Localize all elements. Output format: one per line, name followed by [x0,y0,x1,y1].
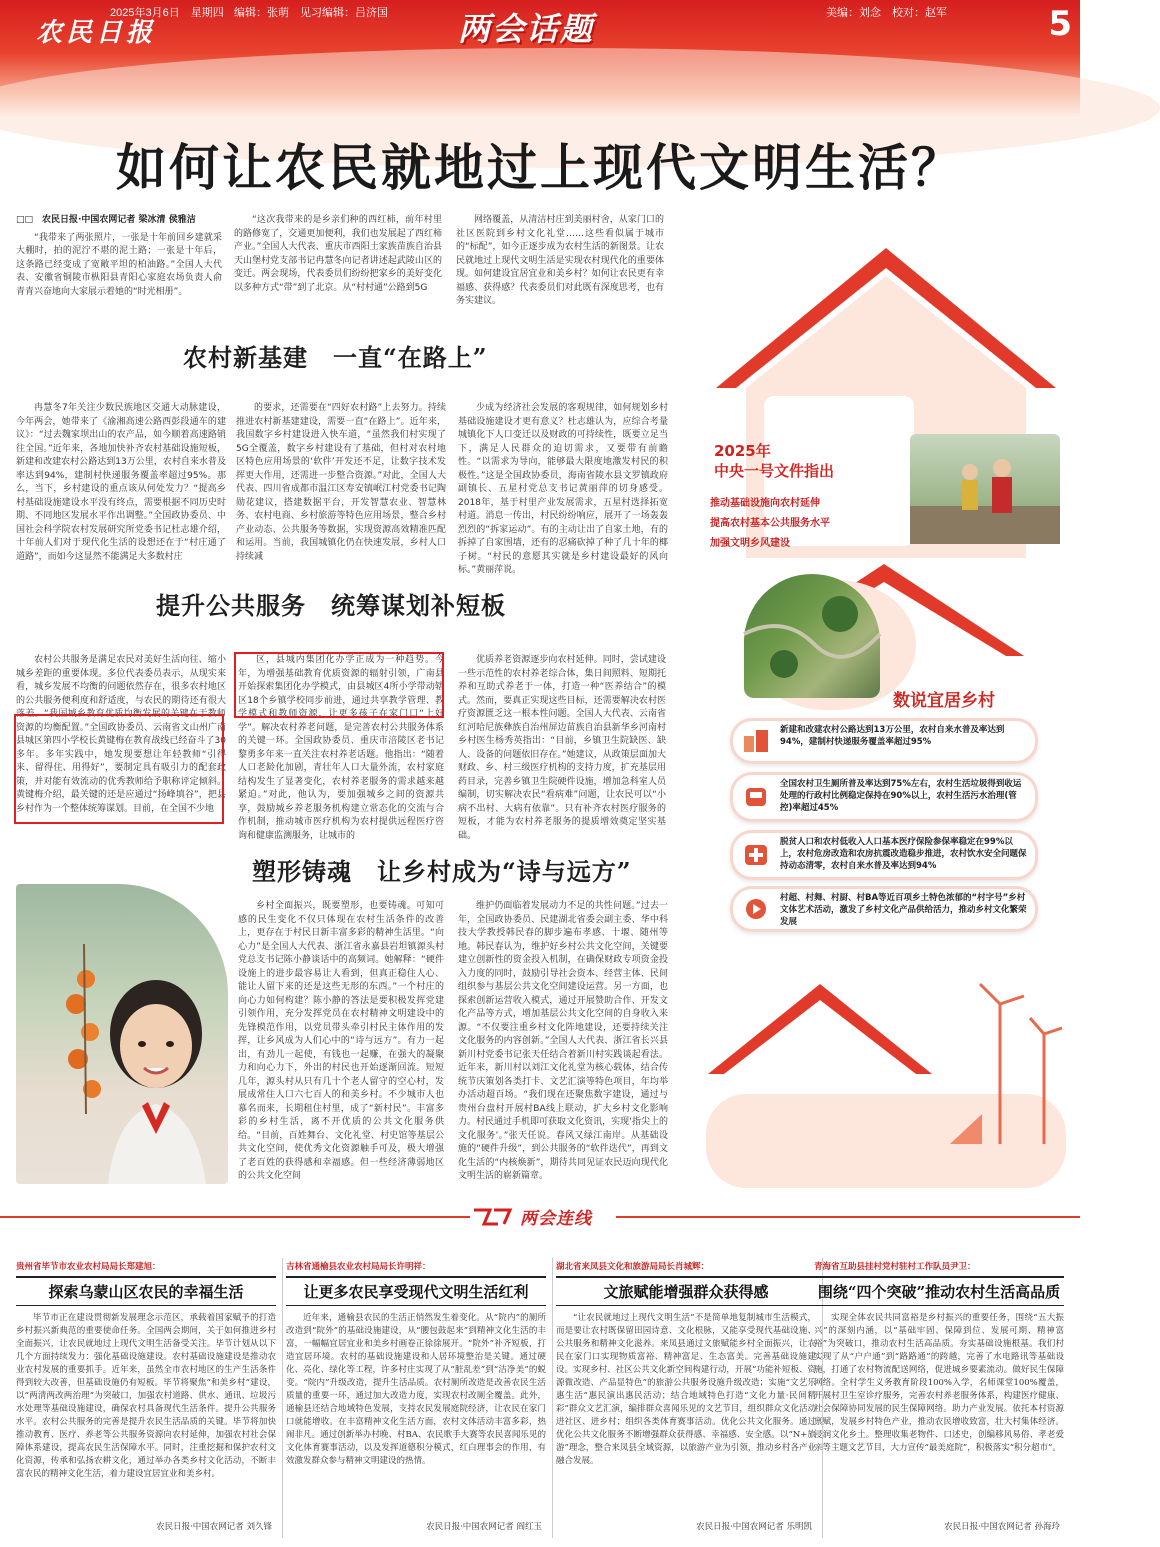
section2-column-2 [238,654,444,841]
green-village-aerial-photo [744,574,880,698]
toilet-icon [742,784,770,810]
stat-card-culture [730,886,1038,932]
doc-point-1: 推动基础设施向农村延伸 [710,498,820,509]
connect-line-left [0,1216,470,1218]
section3-heading: 塑形铸魂 让乡村成为“诗与远方” [252,857,632,886]
bottom-source-4: 青海省互助县挂村党村驻村工作队员尹卫： [814,1262,976,1272]
bottom-body-3: “让农民就地过上现代文明生活”不是简单地复制城市生活模式，而是要让农村既保留田园诗意、文化根脉，又能享受现代基础设施、公共服务和精神文化滋养。来凤县通过文旅赋能乡村全面振兴，让农民在家门口实现物质富裕、精神富足、生态富美。完善基础设施建设。实现乡村、社区公共文化新空间构建行动，开展“功能补短板、资源微改造、产品显特色”的旅游公共服务设施升级改造；实施“文艺乐惠生活”惠民演出惠民活动；结合地域特色打造“文化力量·民间精彩”群众文艺汇演，编排群众喜闻乐见的文艺节目，组织群众文化活动进社区、进乡村；组织各类体育赛事活动。优化公共文化服务。通过优化公共文化服务不断增强群众获得感、幸福感、安全感。以“N+旅游”理念，整合来凤县全域资源，以旅游产业为引领，推动乡村各产业融合发展。 [556,1313,816,1466]
intro-text-2: “这次我带来的是乡亲们种的西红柿，前年村里的路修宽了，交通更加便利，我们也发展起了西红柿产业。”全国人大代表、重庆市西阳土家族苗族自治县天山堡村党支部书记冉慧冬向记者讲述起武陵山区的变迁。两会现场，代表委员们纷纷把家乡的美好变化以多种方式“带”到了北京。从“村村通”公路到5G [234,215,442,293]
section2-text-2: 区，县城内集团化办学正成为一种趋势。今年，为增强基础教育优质资源的辐射引领，广南县开始探索集团化办学模式，由县城区4所小学带动辖区18个乡镇学校同步前进，通过共享教学管理、教学模式和教师资源，让更多孩子在家门口“上好学”。解决农村养老问题，是完善农村公共服务体系的关键一环。全国政协委员、重庆市涪陵区老书记黎勇多年来一直关注农村养老话题。他指出：“随着人口老龄化加剧，青壮年人口大量外流，农村家庭结构发生了显著变化，农村养老服务的需求越来越紧迫。”对此，他认为，要加强城乡之间的资源共享，鼓励城乡养老服务机构建立常态化的交流与合作机制，推动城市医疗机构为农村提供远程医疗咨询和健康监测服务，让城市的 [238,655,444,841]
connect-line-right [616,1216,1080,1218]
stat-card-medical [730,830,1038,880]
house-frame-3 [700,944,1080,1194]
bottom-article-4 [814,1260,1064,1540]
bottom-title-3: 文旅赋能增强群众获得感 [556,1276,816,1306]
bottom-source-3: 湖北省来凤县文化和旅游局局长肖城辉： [556,1262,710,1272]
bottom-body-2: 近年来，通榆县农民的生活正悄然发生着变化。从“院内”的厕所改造到“院外”的基础设施建设，从“腰包鼓起来”到精神文化生活的丰富，一幅幅宜居宜业和美乡村画卷正徐徐展开。“院外”补齐短板，打造宜居环境。农村的基础设施建设和人居环境整治是关键。通过硬化、亮化、绿化等工程，许多村庄实现了从“脏乱差”到“洁净美”的蜕变。“院内”升级改造，提升生活品质。农村厕所改造是改善农民生活质量的重要一环，通过加大改造力度，实现农村改厕全覆盖。此外，通榆县还结合地域特色发展，支持农民发展庭院经济，让农民在家门口就能增收。在丰富精神文化生活方面，农村文体活动丰富多彩，热闹非凡。通过创新举办村晚、村BA、农民歌手大赛等农民喜闻乐见的文化体育赛事活动，以及发挥道德积分模式，红白理事会的作用，有效激发群众参与精神文明建设的热情。 [286,1313,546,1466]
village-family-photo [910,434,1060,544]
section1-column-2 [236,402,446,566]
stat-text-4: 村超、村舞、村厨、村BA等近百项乡土特色浓郁的“村字号”乡村文体艺术活动，激发了乡村文化产品供给活力，推动乡村文化繁荣发展 [780,893,1027,927]
section2-text-1: 农村公共服务是满足农民对美好生活向往、缩小城乡差距的重要体现。多位代表委员表示，从现实来看，城乡发展不均衡的问题依然存在，很多农村地区的公共服务便利度和舒适度，与农民的期待还有很大落差。“我国城乡教育优质均衡发展的关键在于教师资源的均衡配置。”全国政协委员、云南省文山州广南县城区第四小学校长黄键梅在教育战线已经奋斗了30多年。多年实践中，她发现要想让年轻教师“引得来、留得住、用得好”，要制定具有吸引力的配套政策，并对能有效流动的优秀教师给予职称评定倾斜。黄键梅介绍，最关键的还是应通过“扬峰填谷”，把县乡村作为一个整体统筹谋划。目前，在全国不少地 [16,655,226,814]
bottom-source-2: 吉林省通榆县农业农村局局长许明祥： [286,1262,431,1272]
bottom-body-2-wrap [286,1312,546,1526]
intro-text-3: 网络覆盖，从清洁村庄到美丽村舍，从家门口的社区医院到乡村文化礼堂……这些看似属于城市的“标配”，如今正逐步成为农村生活的新图景。让农民就地过上现代文明生活是实现农村现代化的重要体现。如何建设宜居宜业和美乡村？如何让农民更有幸福感、获得感？代表委员们对此既有深度思考，也有务实建议。 [456,215,664,306]
medical-icon [742,842,770,868]
section2-heading: 提升公共服务 统筹谋划补短板 [156,591,506,620]
girl-photo-illustration [16,884,228,1184]
section1-column-3 [458,402,668,575]
bottom-body-1: 毕节市正在建设贯彻新发展理念示范区，承载着国家赋予的打造乡村振兴新典范的重要使命任务。全国两会期间，关于如何推进乡村全面振兴，让农民就地过上现代文明生活备受关注。毕节计划从以下几个方面持续发力：强化基础设施建设。农村基础设施建设是推动农业农村发展的重要抓手。近年来，虽然全市农村地区的生产生活条件得到较大改善，但基础设施仍有短板。毕节将聚焦“和美乡村”建设，以“两清两改两治理”为突破口，加强农村道路、供水、通讯、垃圾污水处理等基础设施建设，确保农村具备现代生活条件。提升公共服务水平。农村公共服务的完善是提升农民生活品质的关键。毕节将加快推动教育、医疗、养老等公共服务资源向农村延伸，加强农村社会保障体系建设，提高农民生活保障水平。同时，注重挖掘和保护农村文化资源，传承和弘扬农耕文化，通过举办各类乡村文化活动，不断丰富农民的精神文化生活，着力建设宜居宜业和美乡村。 [16,1313,276,1479]
intro-text-1: “我带来了两张照片，一张是十年前回乡建就采大棚时，拍的泥泞不堪的泥土路；一张是十年后，这条路已经变成了宽敞平坦的柏油路。”全国人大代表、安徽省铜陵市枞阳县青阳心家庭农场负责人俞青青兴奋地向大家展示着她的“时光相册”。 [16,232,222,297]
bottom-divider-2 [552,1258,553,1538]
connect-icon [470,1204,514,1230]
culture-icon [742,896,770,922]
section1-heading: 农村新基建 一直“在路上” [183,343,488,372]
section2-text-3: 优质养老资源逐步向农村延伸。同时，尝试建设一些示范性的农村养老综合体，集日间照料、短期托养和互助式养老于一体，打造一种“医养结合”的模式。然而，要真正实现这些目标，还需要解决农村医疗资源匮乏这一根本性问题。全国人大代表、云南省红河哈尼族彝族自治州屏边苗族自治县新华乡河南村乡村医生杨秀英指出：“目前，乡镇卫生院缺医、缺人、设备的问题依旧存在。”她建议，从政策层面加大财政、乡、村三级医疗机构的支持力度，扩充基层用药目录，完善乡镇卫生院硬件设施，增加急科室人员编制，切实解决农民“看病难”问题，让农民可以“小病不出村、大病有依靠”。只有补齐农村医疗服务的短板，才能为农村养老服务的提质增效奠定坚实基础。 [458,655,666,841]
intro-column-3 [456,214,664,314]
bottom-divider-1 [282,1258,283,1538]
bottom-article-3 [556,1260,816,1540]
intro-column-2 [234,214,442,314]
section1-text-1: 冉慧冬7年关注少数民族地区交通大动脉建设，今年两会，她带来了《渝湘高速公路西彭段通车的建议》：“过去魏家坝出山的农产品，如今顺着高速路销往全国。”近年来，各地加快补齐农村基础设施短板，新建和改建农村公路达到13万公里，农村自来水普及率达到94%，建制村快递服务覆盖率超过95%。那么，当下，乡村建设的重点该从何处发力？“提高乡村基础设施建设水平没有终点，需要根据不同历史时期、不同地区发展水平作出调整。”全国政协委员、中国社会科学院农村发展研究所党委书记杜志雄介绍，十年前人们对于现代化生活的设想还在于“村庄通了道路”，而如今这显然不能满足大多数村庄 [16,403,226,562]
girl-photo [16,884,228,1184]
main-headline: 如何让农民就地过上现代文明生活？ [116,138,964,197]
section1-column-1 [16,402,226,566]
stat-card-sanitation [730,772,1038,822]
village-family-illustration [910,434,1060,544]
aerial-photo-illustration [744,574,880,698]
bottom-reporter-1: 农民日报·中国农网记者 刘久锋 [156,1522,272,1532]
masthead [0,0,1080,118]
design-credits: 美编：刘念 校对：赵军 [826,7,947,19]
byline: □□ 农民日报·中国农网记者 梁冰清 侯雅洁 [16,215,196,225]
bottom-reporter-2: 农民日报·中国农网记者 阎红玉 [426,1522,542,1532]
doc-point-3: 加强文明乡风建设 [710,538,790,549]
bottom-source-1: 贵州省毕节市农业农村局局长郑建旭： [16,1262,161,1272]
bottom-body-3-wrap [556,1312,816,1526]
bottom-body-4-wrap [814,1312,1064,1526]
bottom-body-4: 实现全体农民共同富裕是乡村振兴的重要任务，围绕“五大振兴”的深刻内涵，以“基础牢固、保障到位、发展可期、精神富裕”为突破口，推动农村生活高品质。夯实基础设施根基。我们村实现了从“户户通”到“路路通”的跨越，完善了水电路讯等基础设施，打通了农村物流配送网络，促进城乡要素流动。做好民生保障网络。全村学生义务教育阶段100%入学，名师课堂100%覆盖，开展村卫生室诊疗服务，完善农村养老服务体系，构建医疗健康、社会保障协同发展的民生保障网络。助力产业发展。依托本村资源禀赋，发展乡村特色产业，推动农民增收致富，壮大村集体经济。浸润文化乡土。整理收集老物件、口述史，创编移风易俗、孝老爱亲等主题文艺节目，大力宣传“最美庭院”，积极落实“积分超市”。 [814,1313,1064,1453]
connect-strip [0,1202,1080,1232]
section1-text-2: 的要求，还需要在“四好农村路”上去努力。持续推进农村新基建建设，需要一直“在路上”。近年来，我国数字乡村建设进入快车道，“虽然我们村实现了5G全覆盖，数字乡村建设有了基础，但村对农村地区特色应用场景的‘软件’开发还不足，让数字技术发挥更大作用，还需进一步整合资源。”对此，全国人大代表、四川省成都市温江区寿安镇岷江村党委书记陶勋花建议，搭建数据平台，开发智慧农业、智慧林务、农村电商、乡村旅游等特色应用场景，整合乡村产业动态、公共服务等数据，实现资源高效精准匹配和运用。当前，我国城镇化仍在快速发展，乡村人口持续减 [236,403,446,562]
stat-text-1: 新建和改建农村公路达到13万公里，农村自来水普及率达到94%，建制村快递服务覆盖率超过95% [780,725,1005,747]
issue-date: 2025年3月6日 星期四 [110,7,224,19]
building-icon [742,728,770,754]
bottom-title-4: 围绕“四个突破”推动农村生活高品质 [814,1276,1064,1306]
stat-text-2: 全国农村卫生厕所普及率达到75%左右，农村生活垃圾得到收运处理的行政村比例稳定保持在90%以上，农村生活污水治理(管控)率超过45% [780,779,1022,813]
intro-column-1 [16,214,222,314]
newspaper-logo: 农民日报 [36,18,157,48]
section3-column-1 [238,900,444,1190]
stat-card-roads [730,718,1038,764]
bottom-title-1: 探索乌蒙山区农民的幸福生活 [16,1276,276,1306]
stats-title: 数说宜居乡村 [893,691,995,711]
bottom-reporter-3: 农民日报·中国农网记者 乐明凯 [696,1522,812,1532]
doc-point-2: 提高农村基本公共服务水平 [710,518,830,529]
bottom-article-1 [16,1260,276,1540]
house-frame-3-graphic [700,944,1080,1194]
page-number: 5 [1048,4,1072,44]
bottom-reporter-4: 农民日报·中国农网记者 孙海玲 [944,1522,1060,1532]
section1-text-3: 少成为经济社会发展的客观规律，如何规划乡村基础设施建设才更有意义？杜志雄认为，应综合考量城镇化下人口变迁以及财政的可持续性，既要立足当下，满足人民群众的迫切需求，又要带有前瞻性。“以需求为导向，能够最大限度地激发村民的积极性。”这是全国政协委员，海南省陵水县文罗镇政府副镇长、五星村党总支书记黄丽萍的切身感受。2018年，基于村里产业发展需求，五星村选择拓宽村道。消息一传出，村民纷纷响应，展开了一场轰轰烈烈的“拆家运动”。有的主动让出了自家土地，有的拆掉了自家围墙，还有的忍痛砍掉了种了几十年的椰子树。“村民的意愿其实就是乡村建设最好的风向标。”黄丽萍说。 [458,403,668,575]
bottom-body-1-wrap [16,1312,276,1526]
bottom-article-2 [286,1260,546,1540]
bottom-title-2: 让更多农民享受现代文明生活红利 [286,1276,546,1306]
section-title: 两会话题 [458,10,595,48]
section2-column-1 [16,654,226,830]
stat-text-3: 脱贫人口和农村低收入人口基本医疗保险参保率稳定在99%以上，农村危房改造和农房抗震改造稳步推进，农村饮水安全问题保持动态清零，农村自来水普及率达到94% [780,837,1027,871]
connect-label: 两会连线 [520,1209,592,1229]
doc-title: 中央一号文件指出 [714,462,835,480]
doc-year: 2025年 [714,442,771,460]
section3-text-2: 维护仍面临着发展动力不足的共性问题。”过去一年，全国政协委员、民建湖北省委会副主委、华中科技大学教授韩民春的脚步遍布孝感、十堰、随州等地。韩民春认为，维护好乡村公共文化空间，关键要建立创新性的资金投入机制，在确保财政专项资金投入力度的同时，鼓励引导社会资本、经营主体、民间组织参与基层公共文化空间建设运营。另一方面，也探索创新运营收入模式，通过开展赞助合作、开发文化产品等方式，增加基层公共文化空间的自身收入来源。“不仅要注重乡村文化阵地建设，还要持续关注文化服务的内容创新。”全国人大代表、浙江省长兴县新川村党委书记张天任结合着新川村实践谈起看法。近年来，新川村以刘江文化礼堂为核心载体，结合传统节庆策划各类打卡、文艺汇演等特色项目，年均举办活动超百场。“我们现在还聚焦数字建设，通过与贵州台盘村开展村BA线上联动，扩大乡村文化影响力。村民通过手机即可获取文化资讯，实现‘指尖上的文化服务’。”张天任说。春风又绿江南岸。从基础设施的“硬件升级”，到公共服务的“软件迭代”，再到文化生活的“内核焕新”，期待共同见证农民迈向现代化文明生活的崭新篇章。 [458,901,668,1181]
section3-text-1: 乡村全面振兴，既要塑形，也要铸魂。可知可感的民生变化不仅只体现在农村生活条件的改善上，更存在于村民日新丰富多彩的精神生活里。“向心力”是全国人大代表、浙江省永嘉县岩坦镇源头村党总支书记陈小静谈话中的高频词。她解释：“硬件设施上的进步最容易让人看到，但真正稳住人心、能让人留下来的还是这些无形的东西。”一个村庄的向心力如何构建？陈小静的答法是要积极发挥党建引领作用，充分发挥党员在农村精神文明建设中的先锋模范作用，以党员带头牵引村民主体作用的发挥，让乡风成为人们心中的“诗与远方”。有力一起出，有劲儿一起使，有钱也一起赚，在强大的凝聚力和向心力下，外出的村民也开始逐渐回流。短短几年，源头村从只有几十个老人留守的空心村，发展成常住人口六七百人的和美乡村。不少城市人也慕名而来，长期租住村里，成了“新村民”。丰富多彩的乡村生活，离不开优质的公共文化服务供给。“目前，百姓舞台、文化礼堂、村史馆等基层公共文化空间，使优秀文化资源触手可及，极大增强了老百姓的获得感和幸福感。但一些经济薄弱地区的公共文化空间 [238,901,444,1181]
editor-credits: 编辑：张萌 见习编辑：吕济国 [234,7,388,19]
section2-column-3 [458,654,666,841]
section3-column-2 [458,900,668,1190]
